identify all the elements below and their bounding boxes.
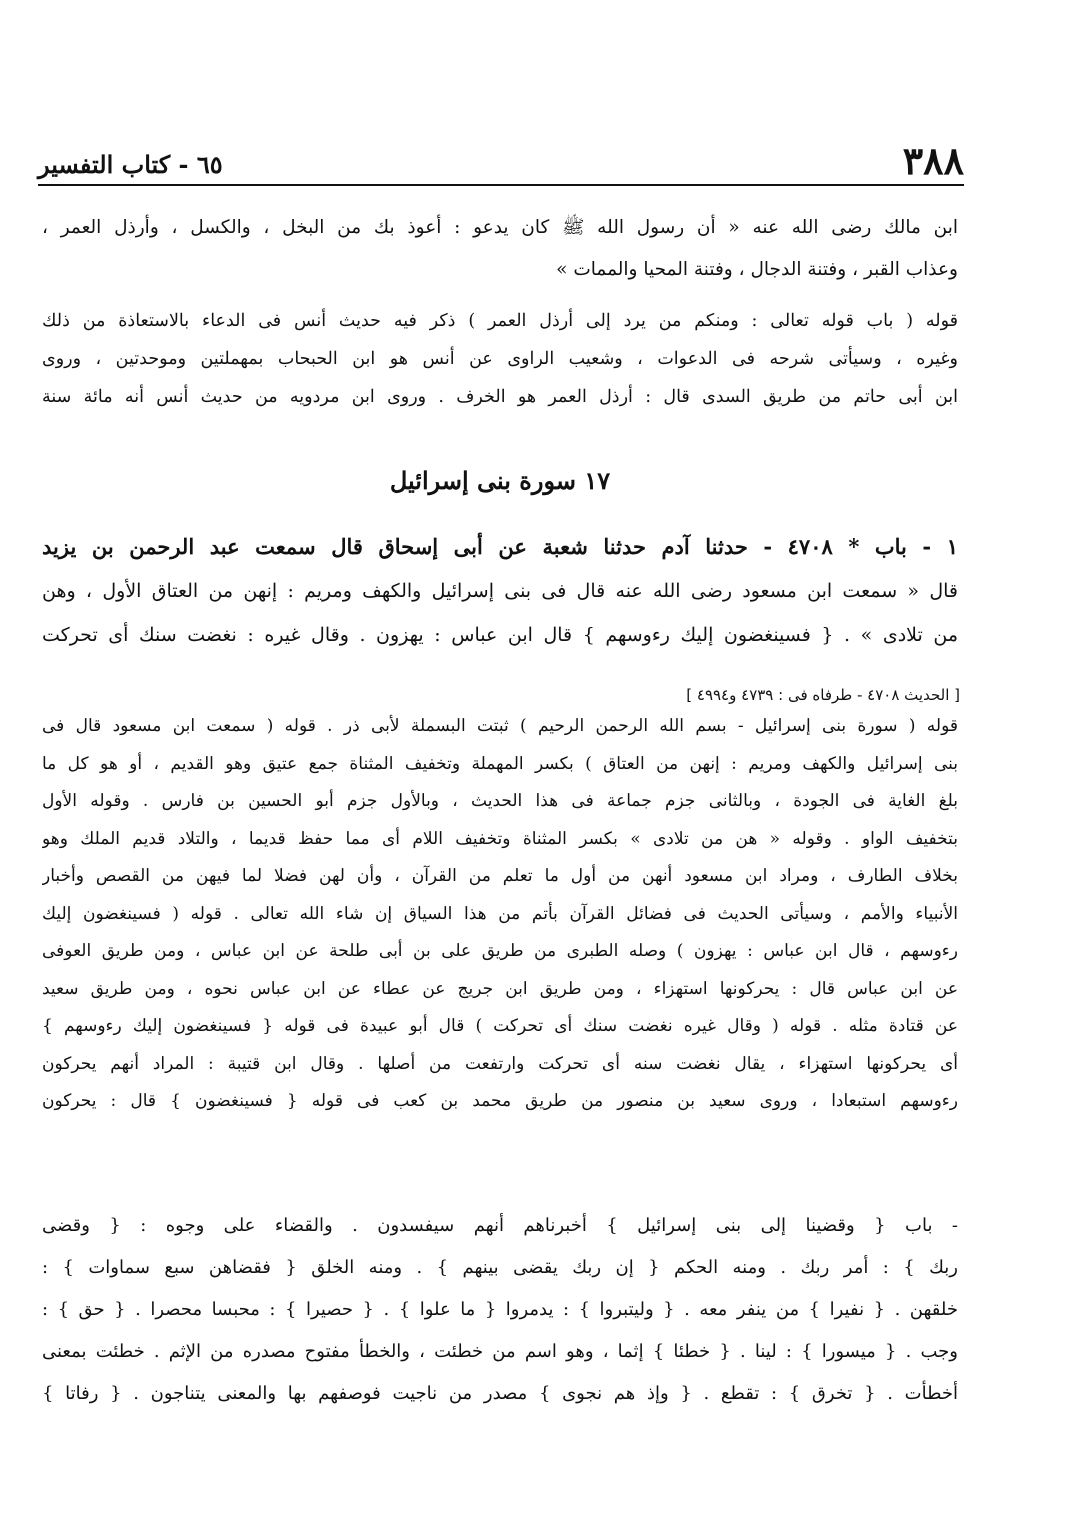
commentary-text: [42, 302, 958, 416]
text-line: وجب . { ميسورا } : لينا . { خطئا } إثما ، وهو اسم من خطئت ، والخطأ مفتوح مصدره من الإثم . خطئت بمعنى: [42, 1341, 958, 1362]
text-line: من تلادى » . { فسينغضون إليك رءوسهم } قال ابن عباس : يهزون . وقال غيره : نغضت سنك أى تحركت: [42, 624, 958, 646]
text-line: وعذاب القبر ، وفتنة الدجال ، وفتنة المحيا والممات »: [556, 259, 958, 280]
text-line: رءوسهم ، قال ابن عباس : يهزون ) وصله الطبرى من طريق على بن أبى طلحة عن ابن عباس ، ومن طريق العوفى: [42, 941, 958, 961]
text-line: بتخفيف الواو . وقوله « هن من تلادى » بكسر المثناة وتخفيف اللام أى مما حفظ قديما ، والتلاد قديم الملك وهو: [42, 828, 958, 849]
hadith-text: [42, 207, 958, 291]
page-header: [38, 140, 964, 182]
text-line: خلقهن . { نفيرا } من ينفر معه . { وليتبروا } : يدمروا { ما علوا } . { حصيرا } : محبسا محصرا . { حق } :: [42, 1299, 958, 1320]
commentary-text-2: [42, 708, 958, 1121]
text-line: ربك } : أمر ربك . ومنه الحكم { إن ربك يقضى بينهم } . ومنه الخلق { فقضاهن سبع سماوات } :: [42, 1257, 958, 1278]
running-title: ٦٥ - كتاب التفسير: [38, 150, 223, 179]
text-line: بلغ الغاية فى الجودة ، وبالثانى جزم جماعة فى هذا الحديث ، وبالأول جزم أبو الحسين بن فارس . وقوله الأول: [42, 791, 958, 811]
text-line: عن قتادة مثله . قوله ( وقال غيره نغضت سنك أى تحركت ) قال أبو عبيدة فى قوله { فسينغضون إليك رءوسهم }: [42, 1016, 958, 1036]
text-line: بنى إسرائيل والكهف ومريم : إنهن من العتاق ) بكسر المهملة وتخفيف المثناة جمع عتيق وهو القديم ، أو هو كل ما: [42, 753, 958, 774]
text-line: عن ابن عباس قال : يحركونها استهزاء ، ومن طريق ابن جريج عن عطاء عن ابن عباس نحوه ، ومن طريق سعيد: [42, 978, 958, 999]
header-rule: [38, 184, 964, 186]
text-line: رءوسهم استبعادا ، وروى سعيد بن منصور من طريق محمد بن كعب فى قوله { فسينغضون } قال : يحركون: [42, 1091, 958, 1111]
hadith-reference: [ الحديث ٤٧٠٨ - طرفاه فى : ٤٧٣٩ و٤٩٩٤ ]: [686, 686, 960, 704]
text-line: بخلاف الطارف ، ومراد ابن مسعود أنهن من أول ما تعلم من القرآن ، وأن لهن فضلا لما فيهن من القصص وأخبار: [42, 866, 958, 886]
text-line: ابن أبى حاتم من طريق السدى قال : أرذل العمر هو الخرف . وروى ابن مردويه من حديث أنس أنه مائة سنة: [42, 387, 958, 407]
text-line: - باب { وقضينا إلى بنى إسرائيل } أخبرناهم أنهم سيفسدون . والقضاء على وجوه : { وقضى: [42, 1215, 958, 1236]
text-line: الأنبياء والأمم ، وسيأتى الحديث فى فضائل القرآن بأتم من هذا السياق إن شاء الله تعالى . قوله ( فسينغضون إليك: [42, 903, 958, 924]
narration-text: [42, 525, 958, 657]
text-line: وغيره ، وسيأتى شرحه فى الدعوات ، وشعيب الراوى عن أنس هو ابن الحبحاب بمهملتين وموحدتين ، وروى: [42, 349, 958, 369]
text-line: ابن مالك رضى الله عنه « أن رسول الله ﷺ كان يدعو : أعوذ بك من البخل ، والكسل ، وأرذل العمر ،: [42, 217, 958, 238]
text-line: قوله ( سورة بنى إسرائيل - بسم الله الرحمن الرحيم ) ثبتت البسملة لأبى ذر . قوله ( سمعت ابن مسعود قال فى: [42, 716, 958, 736]
text-line: قوله ( باب قوله تعالى : ومنكم من يرد إلى أرذل العمر ) ذكر فيه حديث أنس فى الدعاء بالاستعاذة من ذلك: [42, 311, 958, 331]
bab-section: [42, 1205, 958, 1415]
text-line: أخطأت . { تخرق } : تقطع . { وإذ هم نجوى } مصدر من ناجيت فوصفهم بها والمعنى يتناجون . { رفاتا }: [42, 1383, 958, 1404]
text-line: ١ - باب * ٤٧٠٨ - حدثنا آدم حدثنا شعبة عن أبى إسحاق قال سمعت عبد الرحمن بن يزيد: [42, 534, 958, 559]
page-number: ٣٨٨: [902, 138, 964, 183]
surah-heading: ١٧ سورة بنى إسرائيل: [389, 466, 611, 495]
text-line: أى يحركونها استهزاء ، يقال نغضت سنه أى تحركت وارتفعت من أصلها . وقال ابن قتيبة : المراد أنهم يحركون: [42, 1053, 958, 1074]
text-line: قال « سمعت ابن مسعود رضى الله عنه قال فى بنى إسرائيل والكهف ومريم : إنهن من العتاق الأول ، وهن: [42, 580, 958, 602]
